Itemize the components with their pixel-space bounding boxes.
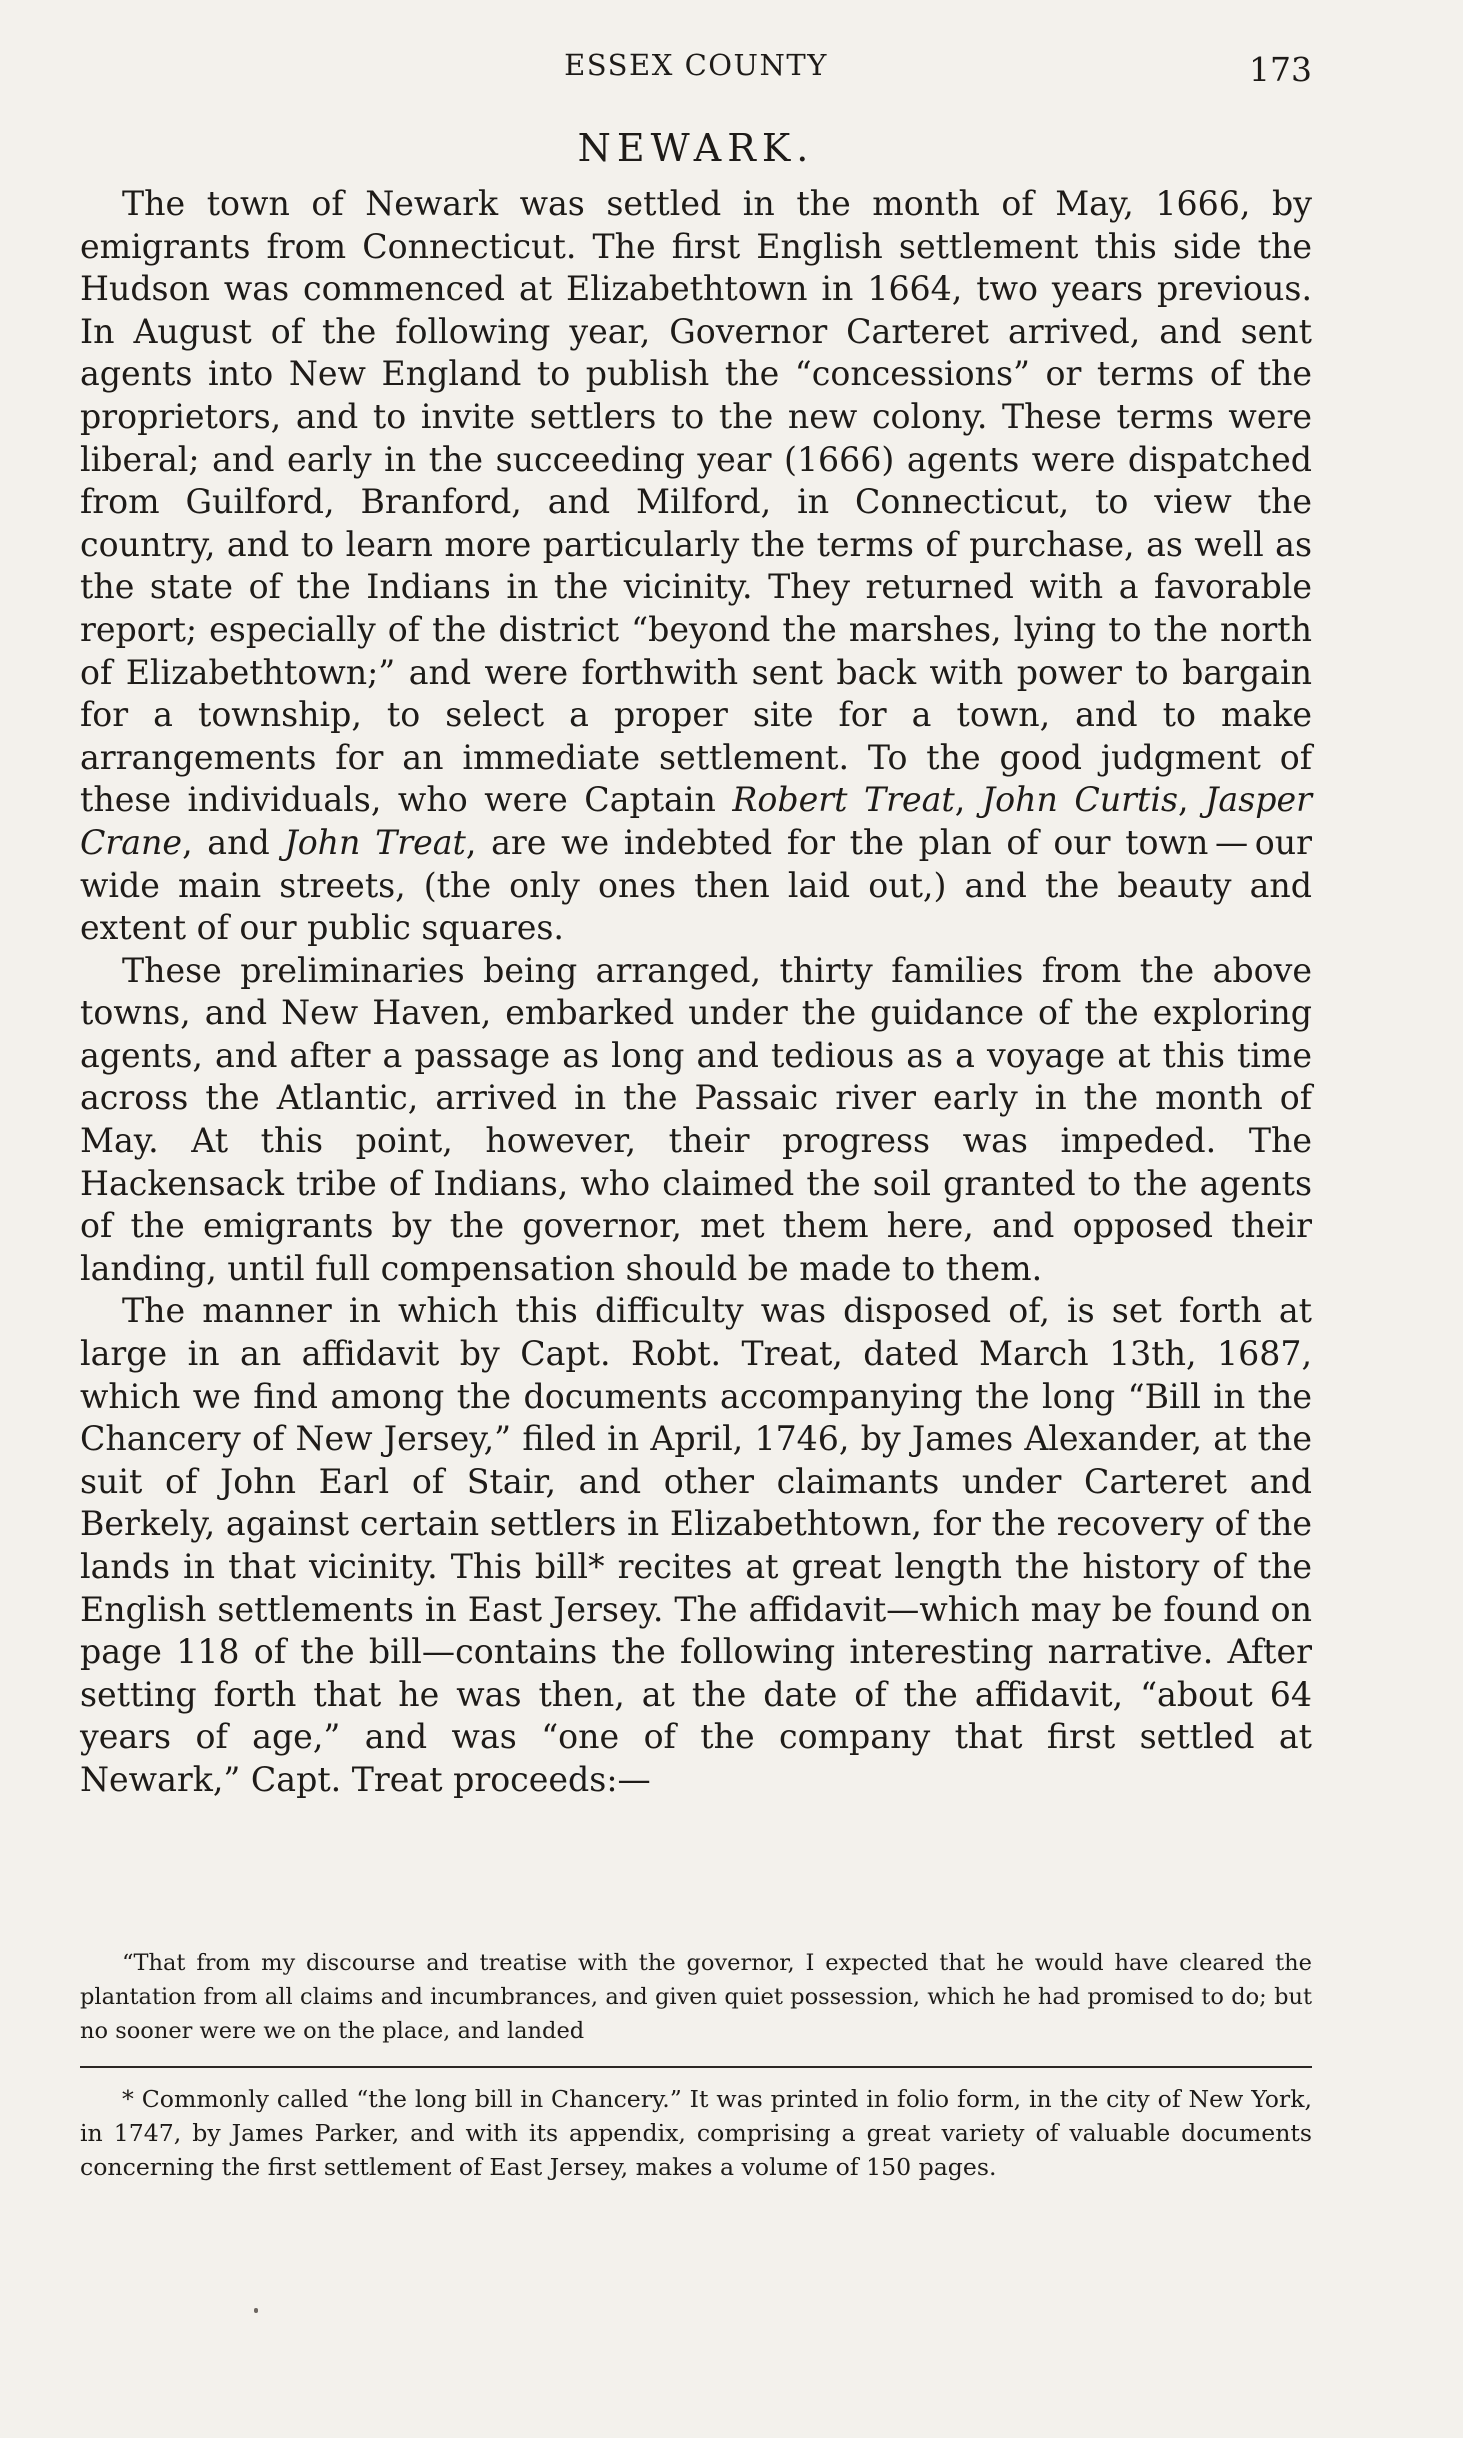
running-title: ESSEX COUNTY [564,48,828,82]
text-run-italic-name: Jasper Crane [80,780,1312,862]
footnote-text: * Commonly called “the long bill in Chancery.” It was printed in folio form, in the city of New York, in 1747, by James Parker, and with its appendix, comprising a great variety of valuable documents concerning the first settlement of East Jersey, makes a volume of 150 pages. [80,2085,1312,2181]
text-run: , [1178,780,1206,820]
paragraph [80,183,1312,950]
text-run: , and [182,822,285,862]
chapter-title: NEWARK. [577,126,815,170]
running-head [80,46,1312,89]
text-run-italic-name: John Treat [284,822,466,862]
body-text [80,183,1312,1802]
block-quote [80,1946,1312,2048]
text-run: The town of Newark was settled in the month of May, 1666, by emigrants from Connecticut. The first English settlement this side the Hudson was commenced at Elizabethtown in 1664, two years previous. In August of the following year, Governor Carteret arrived, and sent agents into New England to publish the “concessions” or terms of the proprietors, and to invite settlers to the new colony. These terms were liberal; and early in the succeeding year (1666) agents were dispatched from Guilford, Branford, and Milford, in Connecticut, to view the country, and to learn more particularly the terms of purchase, as well as the state of the Indians in the vicinity. They returned with a favorable report; especially of the district “beyond the marshes, lying to the north of Elizabethtown;” and were forthwith sent back with power to bargain for a township, to select a proper site for a town, and to make arrangements for an immediate settlement. To the good judgment of these individuals, who were Captain [80,184,1312,820]
text-run: These preliminaries being arranged, thirty families from the above towns, and New Haven, embarked under the guidance of the exploring agents, and after a passage as long and tedious as a voyage at this time across the Atlantic, arrived in the Passaic river early in the month of May. At this point, however, their progress was impeded. The Hackensack tribe of Indians, who claimed the soil granted to the agents of the emigrants by the governor, met them here, and opposed their landing, until full compensation should be made to them. [80,950,1312,1288]
text-run-italic-name: John Curtis [981,780,1179,820]
paragraph [80,1290,1312,1801]
paper-speck [254,2308,258,2313]
footnote-rule [80,2066,1312,2068]
text-run: The manner in which this difficulty was disposed of, is set forth at large in an affidavit by Capt. Robt. Treat, dated March 13th, 1687, which we find among the documents accompanying the long “Bill in the Chancery of New Jersey,” filed in April, 1746, by James Alexander, at the suit of John Earl of Stair, and other claimants under Carteret and Berkely, against certain settlers in Elizabethtown, for the recovery of the lands in that vicinity. This bill* recites at great length the history of the English settlements in East Jersey. The affidavit—which may be found on page 118 of the bill—contains the following interesting narrative. After setting forth that he was then, at the date of the affidavit, “about 64 years of age,” and was “one of the company that first settled at Newark,” Capt. Treat proceeds:— [80,1291,1312,1799]
text-run: , [954,780,982,820]
book-page [80,0,1312,2438]
footnote [80,2082,1312,2184]
page-number: 173 [1249,50,1312,89]
quote-text: “That from my discourse and treatise with the governor, I expected that he would have cleared the plantation from all claims and incumbrances, and given quiet possession, which he had promised to do; but no sooner were we on the place, and landed [80,1950,1312,2044]
text-run-italic-name: Robert Treat [732,780,955,820]
text-run: , are we indebted for the plan of our town — our wide main streets, (the only ones then laid out,) and the beauty and extent of our public squares. [80,822,1312,948]
paragraph [80,950,1312,1291]
